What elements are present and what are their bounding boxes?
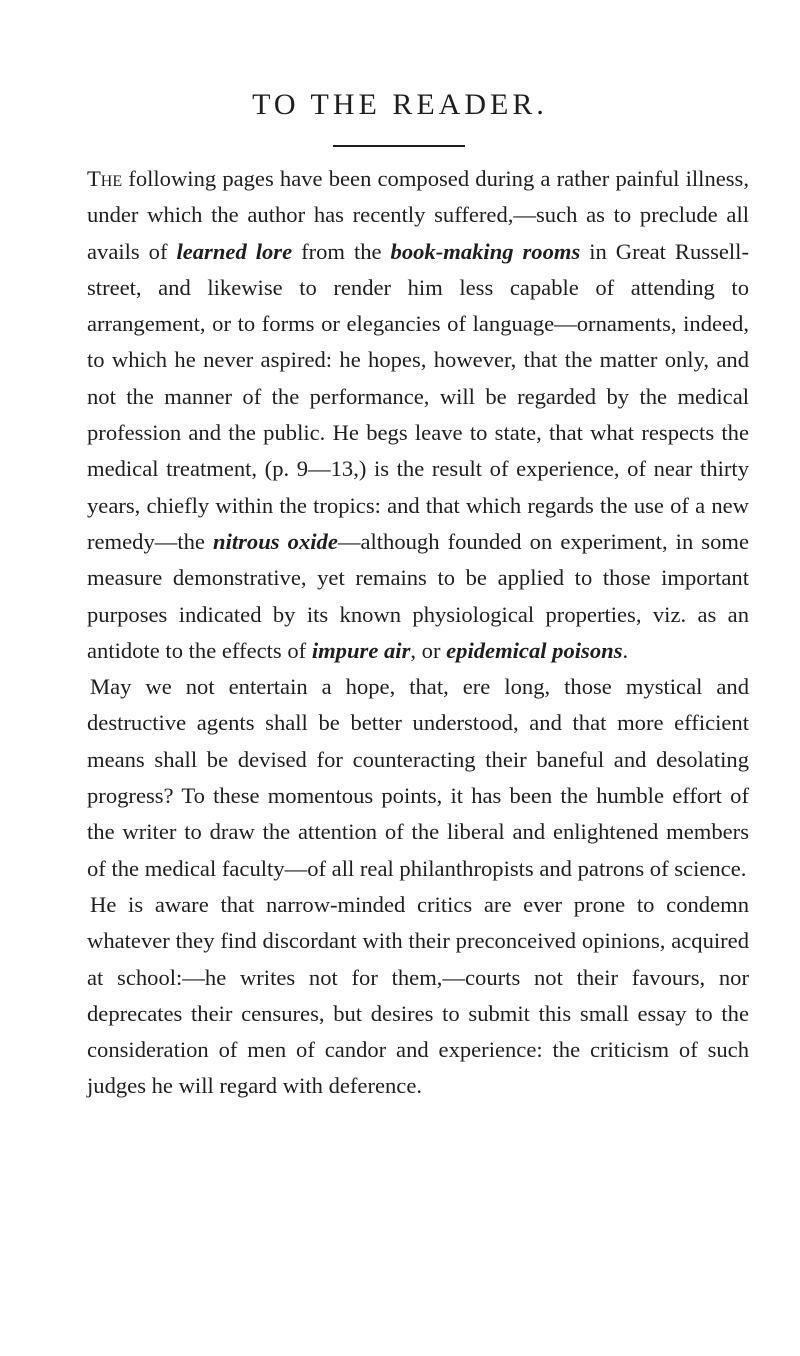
- paragraph-1: [87, 161, 749, 669]
- text-run: in Great Russell-street, and likewise to render him less capable of attending to arrangement, or to forms or elegancies of language—ornaments, indeed, to which he never aspired: he hopes, however, that the matter only, and not the manner of the performance, will be regarded by the medical profession and the public. He begs leave to state, that what respects the medical treatment, (p. 9—13,) is the result of experience, of near thirty years, chiefly within the tropics: and that which regards the use of a new remedy—the: [87, 238, 749, 554]
- italic-phrase: nitrous oxide: [213, 528, 338, 554]
- text-run: May we not entertain a hope, that, ere long, those mystical and destructive agents shall be better understood, and that more efficient means shall be devised for counteracting their baneful and desolating progress? To these momentous points, it has been the humble effort of the writer to draw the attention of the liberal and enlightened members of the medical faculty—of all real philanthropists and patrons of science.: [87, 674, 749, 881]
- paragraph-3: [87, 887, 749, 1105]
- heading-divider: [333, 145, 465, 147]
- italic-phrase: impure air: [311, 637, 411, 663]
- italic-phrase: learned lore: [176, 238, 293, 264]
- opening-word: The: [87, 166, 123, 191]
- text-run: .: [622, 637, 629, 663]
- text-run: , or: [410, 637, 447, 663]
- text-run: He is aware that narrow-minded critics are ever prone to condemn whatever they find discordant with their preconceived opinions, acquired at school:—he writes not for them,—courts not their favours, nor deprecates their censures, but desires to submit this small essay to the consideration of men of candor and experience: the criticism of such judges he will regard with deference.: [87, 891, 749, 1099]
- paragraph-2: [87, 669, 749, 887]
- text-run: from the: [292, 238, 391, 264]
- italic-phrase: book-making rooms: [390, 238, 581, 264]
- italic-phrase: epidemical poisons: [446, 637, 623, 663]
- body-text: [87, 161, 749, 1105]
- page-heading: TO THE READER.: [252, 88, 548, 121]
- text-run: following pages have been composed during a rather painful illness, under which the author has recently suffered,—such as to preclude all avails of: [87, 166, 749, 264]
- text-run: —although founded on experiment, in some measure demonstrative, yet remains to be applied to those important purposes indicated by its known physiological properties, viz. as an antidote to the effects of: [87, 528, 749, 663]
